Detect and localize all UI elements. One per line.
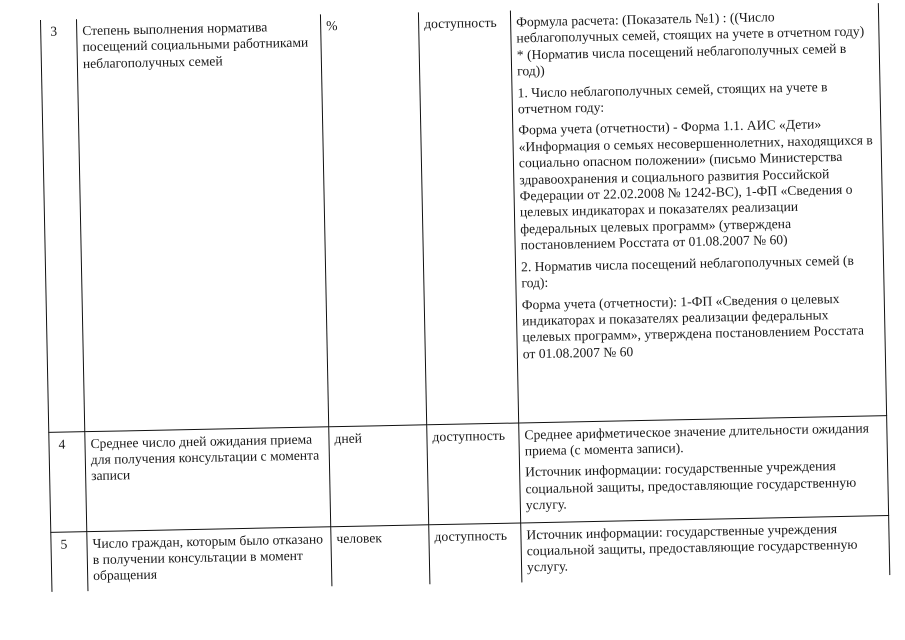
indicator-type: доступность — [418, 11, 518, 425]
row-number: 5 — [51, 531, 88, 592]
unit-of-measure: % — [320, 12, 426, 426]
description-paragraph: Среднее арифметическое значение длительности ожидания приема (с момента записи). — [524, 419, 870, 459]
row-number: 4 — [49, 431, 87, 532]
description-paragraph: Форма учета (отчетности): 1-ФП «Сведения о целевых индикаторах и показателях реализации федеральных целевых программ», утверждена постановлением Росстата от 01.08.2007 № 60 — [521, 290, 865, 362]
indicator-name: Число граждан, которым было отказано в получении консультации в момент обращения — [87, 526, 332, 591]
indicator-name: Степень выполнения норматива посещений социальными работниками неблагополучных семей — [76, 14, 328, 431]
description-paragraph: Форма учета (отчетности) - Форма 1.1. АИС «Дети» «Информация о семьях несовершеннолетних, находящихся в социально опасном положении» (письмо Министерства здравоохранения и социального развития Российской Федерации от 22.02.2008 № 1242-ВС), 1-ФП «Сведения о целевых индикаторах и показателях реализации федеральных целевых программ» (утверждена постановлением Росстата от 01.08.2007 № 60) — [518, 116, 873, 253]
indicator-type: доступность — [429, 522, 522, 584]
unit-of-measure: человек — [331, 524, 430, 586]
description-paragraph: 1. Число неблагополучных семей, стоящих на учете в отчетном году: — [517, 78, 828, 117]
document-page — [40, 3, 890, 640]
indicator-name: Среднее число дней ожидания приема для получения консультации с момента записи — [85, 426, 331, 531]
table-row — [49, 415, 889, 532]
indicator-type: доступность — [427, 422, 521, 524]
calculation-description — [519, 415, 889, 522]
description-paragraph: Источник информации: государственные учреждения социальной защиты, предоставляющие государственную услугу. — [526, 520, 858, 575]
unit-of-measure: дней — [329, 424, 429, 526]
description-paragraph: Формула расчета: (Показатель №1) : ((Число неблагополучных семей, стоящих на учете в отчетном году) * (Норматив числа посещений неблагополучных семей в год)) — [515, 9, 865, 79]
description-paragraph: Источник информации: государственные учреждения социальной защиты, предоставляющие государственную услугу. — [525, 458, 857, 513]
calculation-description — [521, 515, 890, 582]
row-number: 3 — [40, 19, 84, 432]
indicators-table — [40, 3, 890, 592]
table-row — [40, 3, 886, 432]
calculation-description — [510, 3, 886, 422]
description-paragraph: 2. Норматив числа посещений неблагополучных семей (в год): — [520, 252, 855, 291]
